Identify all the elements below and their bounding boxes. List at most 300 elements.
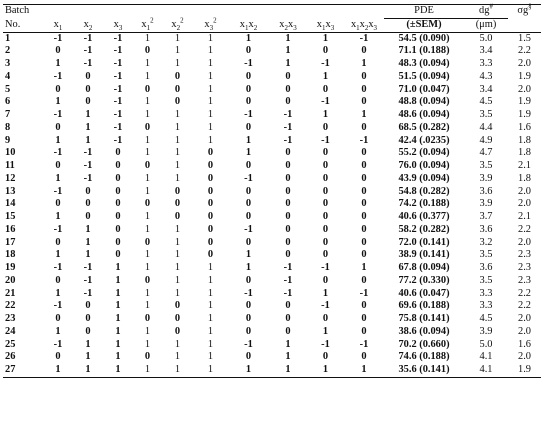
cell-x2-squared: 1 bbox=[174, 160, 181, 171]
cell-dg: 3.3 bbox=[479, 58, 493, 69]
table-row bbox=[3, 339, 541, 352]
cell-x2: 1 bbox=[85, 223, 91, 235]
header-sg: σg§ bbox=[508, 5, 541, 19]
cell-batch-no: 9 bbox=[5, 134, 11, 146]
cell-x3-squared: 0 bbox=[207, 147, 214, 159]
cell-x3-squared: 0 bbox=[207, 172, 214, 184]
cell-x3-squared: 0 bbox=[207, 223, 214, 235]
table-header bbox=[3, 2, 541, 33]
cell-x3: 1 bbox=[103, 364, 133, 377]
cell-x2x3: 1 bbox=[285, 338, 291, 350]
cell-x2: -1 bbox=[83, 172, 93, 184]
cell-x3-squared: 1 bbox=[207, 70, 214, 82]
cell-x1x3: 0 bbox=[322, 160, 329, 171]
cell-x1: 0 bbox=[55, 236, 61, 248]
cell-batch-no: 7 bbox=[5, 109, 11, 120]
cell-pde: 54.5 (0.090) bbox=[398, 32, 450, 44]
cell-x3: -1 bbox=[113, 109, 123, 120]
cell-x3: -1 bbox=[113, 134, 123, 146]
cell-x2: 0 bbox=[85, 211, 91, 222]
cell-x2x3: 0 bbox=[285, 249, 291, 261]
cell-x3-squared: 1 bbox=[207, 32, 214, 44]
cell-pde: 40.6 (0.047) bbox=[398, 287, 450, 299]
cell-x1: 1 bbox=[55, 58, 61, 69]
table-row bbox=[3, 262, 541, 275]
cell-x1x3: 0 bbox=[322, 351, 329, 363]
cell-x2-squared: 1 bbox=[174, 134, 181, 146]
cell-batch-no: 25 bbox=[5, 338, 16, 350]
cell-x2: 0 bbox=[85, 83, 91, 95]
cell-x1x2x3: 0 bbox=[361, 121, 367, 133]
cell-x1-squared: 0 bbox=[144, 198, 151, 210]
cell-pde: 68.5 (0.282) bbox=[398, 121, 450, 133]
cell-x1: 0 bbox=[55, 274, 61, 286]
cell-x1x2: 1 bbox=[245, 32, 252, 44]
table-row bbox=[3, 45, 541, 58]
cell-x1x2: 0 bbox=[245, 313, 252, 324]
cell-x1x2x3: 0 bbox=[361, 83, 367, 95]
cell-x1x2: 0 bbox=[245, 185, 252, 197]
cell-x2-squared: 1 bbox=[174, 262, 181, 273]
cell-x1x3: 1 bbox=[322, 32, 329, 44]
cell-x1: 0 bbox=[55, 83, 61, 95]
cell-x1x2: -1 bbox=[244, 172, 253, 184]
cell-x2: 0 bbox=[85, 70, 91, 82]
cell-x1x3: 1 bbox=[322, 325, 329, 337]
cell-x1x2x3: 0 bbox=[361, 172, 367, 184]
cell-sg: 2.0 bbox=[518, 351, 531, 363]
table-row bbox=[3, 300, 541, 313]
cell-x1x3: 1 bbox=[322, 109, 329, 120]
cell-x1: 0 bbox=[55, 198, 61, 210]
cell-x3: -1 bbox=[113, 70, 123, 82]
cell-pde: 58.2 (0.282) bbox=[398, 223, 450, 235]
cell-batch-no: 1 bbox=[5, 32, 11, 44]
cell-dg: 3.6 bbox=[479, 223, 493, 235]
cell-x1x2: 0 bbox=[245, 121, 252, 133]
cell-x3: 0 bbox=[115, 185, 121, 197]
cell-x1-squared: 0 bbox=[144, 160, 151, 171]
cell-x3: 0 bbox=[115, 147, 121, 159]
cell-x1-squared: 1 bbox=[144, 134, 151, 146]
cell-x1x3: 0 bbox=[322, 211, 329, 222]
cell-sg: 2.0 bbox=[518, 58, 531, 69]
cell-batch-no: 17 bbox=[5, 236, 16, 248]
cell-x1x2: -1 bbox=[244, 109, 253, 120]
cell-x1x2: 0 bbox=[245, 160, 252, 171]
cell-pde: 77.2 (0.330) bbox=[398, 274, 450, 286]
cell-x1x2: 0 bbox=[245, 300, 252, 312]
cell-sg: 1.9 bbox=[518, 109, 531, 120]
table-body bbox=[3, 32, 541, 377]
header-x2: $x_2$ bbox=[73, 18, 103, 32]
cell-x1x2x3: -1 bbox=[359, 32, 369, 44]
table-row bbox=[3, 122, 541, 135]
cell-sg: 1.8 bbox=[518, 172, 531, 184]
cell-x2-squared: 1 bbox=[174, 287, 181, 299]
cell-pde: 35.6 (0.141) bbox=[384, 364, 464, 377]
cell-x1x2x3: 0 bbox=[361, 45, 367, 57]
cell-sg: 1.5 bbox=[518, 32, 531, 44]
cell-dg: 3.9 bbox=[479, 198, 493, 210]
cell-x3: 1 bbox=[115, 300, 121, 312]
table-row bbox=[3, 326, 541, 339]
cell-x2: -1 bbox=[83, 262, 93, 273]
cell-x1: 1 bbox=[55, 211, 61, 222]
cell-dg: 3.3 bbox=[479, 300, 493, 312]
cell-pde: 70.2 (0.660) bbox=[398, 338, 450, 350]
cell-batch-no: 14 bbox=[5, 198, 16, 210]
cell-x3: -1 bbox=[113, 121, 123, 133]
cell-pde: 69.6 (0.188) bbox=[398, 300, 450, 312]
cell-x1x2x3: 0 bbox=[361, 185, 367, 197]
table-row bbox=[3, 288, 541, 301]
cell-x1x2x3: 1 bbox=[361, 58, 367, 69]
cell-x2-squared: 1 bbox=[174, 274, 181, 286]
cell-x2: -1 bbox=[83, 147, 93, 159]
cell-x1x3: 0 bbox=[322, 45, 329, 57]
cell-x2-squared: 0 bbox=[174, 96, 181, 108]
cell-x1x2: 1 bbox=[245, 134, 252, 146]
header-x3: $x_3$ bbox=[103, 18, 133, 32]
cell-x1x3: 0 bbox=[322, 121, 329, 133]
cell-x2: -1 bbox=[83, 32, 93, 44]
cell-x1: -1 bbox=[53, 185, 63, 197]
cell-x2-squared: 1 bbox=[174, 121, 181, 133]
cell-dg: 3.6 bbox=[479, 262, 493, 273]
cell-x1: -1 bbox=[53, 32, 63, 44]
cell-x1-squared: 0 bbox=[144, 83, 151, 95]
header-batch: Batch bbox=[3, 5, 43, 19]
cell-pde: 42.4 (.0235) bbox=[398, 134, 450, 146]
cell-x1x3: 1 bbox=[322, 70, 329, 82]
cell-x2-squared: 0 bbox=[174, 313, 181, 324]
cell-x2-squared: 1 bbox=[174, 32, 181, 44]
cell-sg: 1.8 bbox=[518, 134, 531, 146]
cell-x1x2: 0 bbox=[245, 236, 252, 248]
design-table-container bbox=[3, 4, 541, 378]
cell-x1x3: -1 bbox=[321, 262, 330, 273]
cell-pde: 74.6 (0.188) bbox=[398, 351, 450, 363]
cell-sg: 1.6 bbox=[518, 121, 531, 133]
cell-dg: 3.5 bbox=[479, 274, 493, 286]
cell-sg: 2.3 bbox=[518, 249, 531, 261]
cell-x2-squared: 1 bbox=[174, 109, 181, 120]
table-row bbox=[3, 211, 541, 224]
table-row bbox=[3, 84, 541, 97]
cell-x1x2: 0 bbox=[245, 96, 252, 108]
cell-x2: 0 bbox=[85, 313, 91, 324]
cell-x3-squared: 1 bbox=[207, 274, 214, 286]
cell-x1x2: 1 bbox=[228, 364, 269, 377]
cell-x1x2: 0 bbox=[245, 211, 252, 222]
cell-x3: 1 bbox=[115, 262, 121, 273]
cell-x1-squared: 1 bbox=[144, 185, 151, 197]
cell-batch-no: 21 bbox=[5, 287, 16, 299]
cell-x2x3: 0 bbox=[285, 96, 291, 108]
table-row bbox=[3, 32, 541, 45]
cell-x1x3: 0 bbox=[322, 236, 329, 248]
cell-x3: -1 bbox=[113, 32, 123, 44]
cell-x3: -1 bbox=[113, 83, 123, 95]
cell-pde: 74.2 (0.188) bbox=[398, 198, 450, 210]
cell-x2-squared: 1 bbox=[174, 338, 181, 350]
cell-x3: 1 bbox=[115, 313, 121, 324]
cell-x1x2: -1 bbox=[244, 58, 253, 69]
cell-x1x2x3: 0 bbox=[361, 198, 367, 210]
cell-x2x3: 1 bbox=[269, 364, 307, 377]
cell-x2x3: -1 bbox=[283, 274, 293, 286]
cell-x1: 0 bbox=[55, 351, 61, 363]
cell-batch-no: 27 bbox=[3, 364, 43, 377]
cell-batch-no: 4 bbox=[5, 70, 11, 82]
cell-x1-squared: 0 bbox=[144, 121, 151, 133]
table-row bbox=[3, 135, 541, 148]
cell-x1-squared: 1 bbox=[133, 364, 162, 377]
cell-x1x2x3: -1 bbox=[359, 287, 369, 299]
cell-x2: -1 bbox=[83, 274, 93, 286]
cell-x2x3: -1 bbox=[283, 121, 293, 133]
cell-x3: 1 bbox=[115, 338, 121, 350]
cell-pde: 71.0 (0.047) bbox=[398, 83, 450, 95]
cell-x1x3: 0 bbox=[322, 249, 329, 261]
cell-dg: 3.9 bbox=[479, 325, 493, 337]
cell-x2: 0 bbox=[85, 96, 91, 108]
cell-x2x3: 0 bbox=[285, 313, 291, 324]
cell-x3: 0 bbox=[115, 236, 121, 248]
cell-x1-squared: 1 bbox=[144, 32, 151, 44]
cell-x2-squared: 0 bbox=[174, 185, 181, 197]
cell-x1: -1 bbox=[53, 70, 63, 82]
header-pde-sem: (±SEM) bbox=[384, 18, 464, 32]
cell-x2-squared: 1 bbox=[174, 249, 181, 261]
cell-x3: 0 bbox=[115, 160, 121, 171]
cell-x1x2: 1 bbox=[245, 262, 252, 273]
cell-pde: 55.2 (0.094) bbox=[398, 147, 450, 159]
cell-x2: 1 bbox=[85, 351, 91, 363]
table-row bbox=[3, 313, 541, 326]
cell-x3: 0 bbox=[115, 249, 121, 261]
cell-x1x2x3: 0 bbox=[361, 274, 367, 286]
cell-x3-squared: 1 bbox=[207, 83, 214, 95]
cell-x1x2: 0 bbox=[245, 351, 252, 363]
cell-x1x2x3: 0 bbox=[361, 70, 367, 82]
cell-x1x2: 1 bbox=[245, 147, 252, 159]
cell-x2x3: 0 bbox=[285, 198, 291, 210]
cell-x1x2: 0 bbox=[245, 274, 252, 286]
cell-dg: 5.0 bbox=[479, 32, 493, 44]
cell-x3-squared: 1 bbox=[207, 45, 214, 57]
table-row bbox=[3, 71, 541, 84]
cell-x3: 1 bbox=[115, 274, 121, 286]
cell-x1-squared: 1 bbox=[144, 249, 151, 261]
cell-x2x3: 0 bbox=[285, 172, 291, 184]
header-x2-squared: $x_2^2$ bbox=[162, 18, 193, 32]
cell-x2x3: 0 bbox=[285, 70, 291, 82]
table-row bbox=[3, 109, 541, 122]
cell-x1x3: 0 bbox=[322, 147, 329, 159]
cell-x3-squared: 1 bbox=[207, 96, 214, 108]
cell-x1-squared: 1 bbox=[144, 325, 151, 337]
cell-x2: 1 bbox=[85, 236, 91, 248]
cell-batch-no: 18 bbox=[5, 249, 16, 261]
cell-x2: 0 bbox=[85, 300, 91, 312]
cell-x3-squared: 0 bbox=[207, 160, 214, 171]
cell-x2: 1 bbox=[73, 364, 103, 377]
cell-x1x2x3: 0 bbox=[361, 96, 367, 108]
cell-x1x2x3: 0 bbox=[361, 325, 367, 337]
cell-sg: 2.1 bbox=[518, 160, 531, 171]
cell-pde: 40.6 (0.377) bbox=[398, 211, 450, 222]
cell-x2: 0 bbox=[85, 185, 91, 197]
cell-x2: 1 bbox=[85, 249, 91, 261]
header-row-1 bbox=[3, 5, 541, 19]
table-row bbox=[3, 275, 541, 288]
cell-sg: 2.0 bbox=[518, 325, 531, 337]
cell-x1x2x3: 0 bbox=[361, 313, 367, 324]
cell-x3-squared: 1 bbox=[193, 364, 228, 377]
cell-x1x3: 0 bbox=[322, 185, 329, 197]
cell-batch-no: 16 bbox=[5, 223, 16, 235]
cell-x2-squared: 0 bbox=[174, 300, 181, 312]
cell-dg: 4.1 bbox=[464, 364, 508, 377]
cell-x1x2x3: 0 bbox=[361, 249, 367, 261]
cell-x1x2: 0 bbox=[245, 83, 252, 95]
cell-x1-squared: 1 bbox=[144, 211, 151, 222]
cell-x1-squared: 1 bbox=[144, 338, 151, 350]
cell-x1x3: -1 bbox=[321, 96, 330, 108]
header-x3-squared: $x_3^2$ bbox=[193, 18, 228, 32]
cell-batch-no: 12 bbox=[5, 172, 16, 184]
cell-x3: 1 bbox=[115, 287, 121, 299]
cell-pde: 71.1 (0.188) bbox=[398, 45, 450, 57]
cell-sg: 2.0 bbox=[518, 198, 531, 210]
cell-x2x3: 1 bbox=[285, 351, 291, 363]
cell-x2-squared: 1 bbox=[174, 147, 181, 159]
cell-x1x2: 0 bbox=[245, 70, 252, 82]
cell-x2x3: -1 bbox=[283, 109, 293, 120]
cell-x1: 1 bbox=[55, 249, 61, 261]
table-row bbox=[3, 186, 541, 199]
cell-x2-squared: 1 bbox=[162, 364, 193, 377]
cell-x1-squared: 1 bbox=[144, 147, 151, 159]
cell-sg: 2.2 bbox=[518, 223, 531, 235]
cell-pde: 51.5 (0.094) bbox=[398, 70, 450, 82]
cell-x1x2x3: 1 bbox=[361, 262, 367, 273]
cell-x1-squared: 1 bbox=[144, 262, 151, 273]
cell-x1-squared: 1 bbox=[144, 300, 151, 312]
cell-x1-squared: 0 bbox=[144, 45, 151, 57]
cell-pde: 48.8 (0.094) bbox=[398, 96, 450, 108]
cell-dg: 3.5 bbox=[479, 109, 493, 120]
cell-x2-squared: 0 bbox=[174, 70, 181, 82]
cell-x2: 1 bbox=[85, 338, 91, 350]
table-row bbox=[3, 237, 541, 250]
cell-batch-no: 15 bbox=[5, 211, 16, 222]
cell-x1x2: 0 bbox=[245, 325, 252, 337]
cell-sg: 1.8 bbox=[518, 147, 531, 159]
cell-sg: 1.9 bbox=[508, 364, 541, 377]
cell-batch-no: 24 bbox=[5, 325, 16, 337]
cell-x3-squared: 0 bbox=[207, 198, 214, 210]
cell-x1x3: 1 bbox=[307, 364, 344, 377]
cell-x2-squared: 1 bbox=[174, 351, 181, 363]
table-row bbox=[3, 224, 541, 237]
header-row-2 bbox=[3, 18, 541, 32]
cell-x2: 0 bbox=[85, 198, 91, 210]
header-x1-squared: $x_1^2$ bbox=[133, 18, 162, 32]
header-pde: PDE bbox=[384, 5, 464, 19]
cell-dg: 3.4 bbox=[479, 83, 493, 95]
cell-pde: 72.0 (0.141) bbox=[398, 236, 450, 248]
cell-x1x2x3: 1 bbox=[361, 109, 367, 120]
cell-x2x3: -1 bbox=[283, 134, 293, 146]
cell-x2-squared: 1 bbox=[174, 58, 181, 69]
cell-x1x3: -1 bbox=[321, 134, 330, 146]
cell-x1x2x3: 0 bbox=[361, 300, 367, 312]
cell-x2x3: 0 bbox=[285, 147, 291, 159]
cell-x1-squared: 1 bbox=[144, 109, 151, 120]
cell-x2x3: 0 bbox=[285, 83, 291, 95]
cell-x1: 0 bbox=[55, 313, 61, 324]
cell-x1x2: 1 bbox=[245, 249, 252, 261]
cell-pde: 54.8 (0.282) bbox=[398, 185, 450, 197]
cell-dg: 4.3 bbox=[479, 70, 493, 82]
cell-x1-squared: 1 bbox=[144, 223, 151, 235]
table-row bbox=[3, 58, 541, 71]
cell-x1x2: 0 bbox=[245, 45, 252, 57]
cell-x3: 0 bbox=[115, 211, 121, 222]
cell-x1x2x3: 0 bbox=[361, 160, 367, 171]
cell-dg: 3.4 bbox=[479, 45, 493, 57]
cell-pde: 76.0 (0.094) bbox=[398, 160, 450, 171]
cell-x2x3: 0 bbox=[285, 211, 291, 222]
cell-x1x3: 0 bbox=[322, 198, 329, 210]
cell-x1x2x3: 0 bbox=[361, 223, 367, 235]
cell-x1: 1 bbox=[55, 96, 61, 108]
cell-x2: 0 bbox=[85, 325, 91, 337]
cell-x3-squared: 1 bbox=[207, 121, 214, 133]
cell-sg: 2.3 bbox=[518, 262, 531, 273]
cell-dg: 5.0 bbox=[479, 338, 493, 350]
cell-dg: 4.1 bbox=[479, 351, 493, 363]
cell-dg: 4.9 bbox=[479, 134, 493, 146]
cell-x3: 1 bbox=[115, 325, 121, 337]
cell-x2x3: 0 bbox=[285, 185, 291, 197]
cell-x1: -1 bbox=[53, 300, 63, 312]
table-row bbox=[3, 249, 541, 262]
header-x1x3: $x_1x_3$ bbox=[307, 18, 344, 32]
cell-dg: 3.9 bbox=[479, 172, 493, 184]
cell-x1x2: 0 bbox=[245, 198, 252, 210]
cell-x2: 1 bbox=[85, 109, 91, 120]
cell-x1x2x3: 0 bbox=[361, 351, 367, 363]
cell-x1-squared: 0 bbox=[144, 313, 151, 324]
cell-x1-squared: 0 bbox=[144, 236, 151, 248]
cell-x1-squared: 1 bbox=[144, 96, 151, 108]
cell-x2-squared: 1 bbox=[174, 45, 181, 57]
cell-dg: 3.6 bbox=[479, 185, 493, 197]
cell-x1: -1 bbox=[53, 262, 63, 273]
cell-dg: 4.5 bbox=[479, 313, 493, 324]
cell-x3: 1 bbox=[115, 351, 121, 363]
cell-x1x3: -1 bbox=[321, 58, 330, 69]
header-dg-unit: (μm) bbox=[464, 18, 508, 32]
cell-x3: -1 bbox=[113, 96, 123, 108]
cell-x2-squared: 0 bbox=[174, 211, 181, 222]
cell-x1: 1 bbox=[43, 364, 73, 377]
cell-x1: -1 bbox=[53, 109, 63, 120]
